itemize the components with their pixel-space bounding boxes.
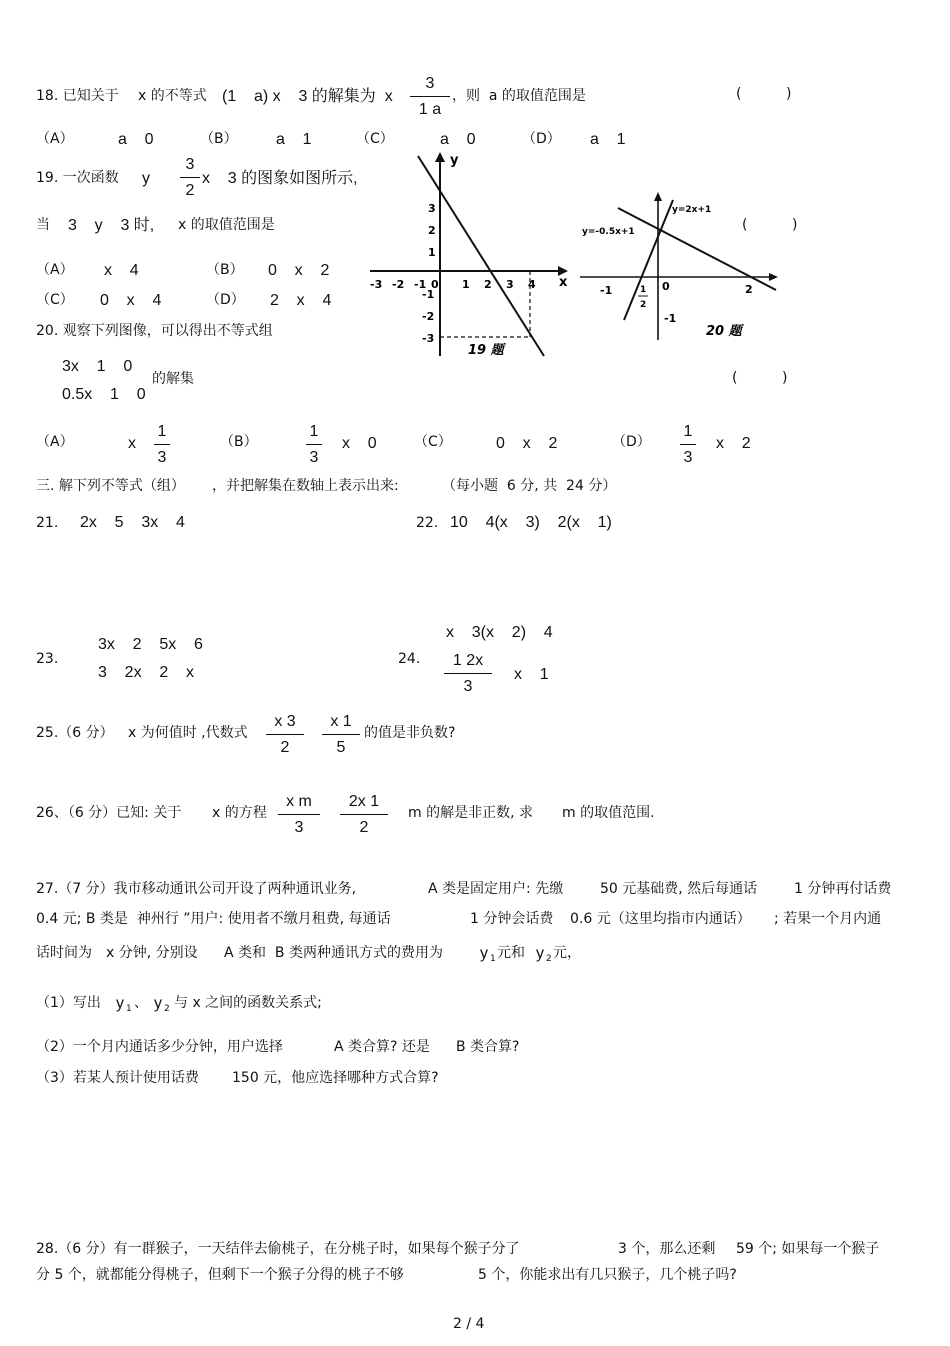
q19-text-c: x 3 的图象如图所示, [202,170,358,187]
q27-line2-d: ; 若果一个月内通 [774,911,882,927]
q20-opt-c-value: 0 x 2 [496,435,558,452]
q27-line2-b: 1 分钟会话费 [470,911,554,927]
frac-den: 3 [157,449,167,466]
g20-caption: 20 题 [706,324,742,339]
q18-fraction [410,76,450,118]
q27-line1-d: 1 分钟再付话费 [794,881,892,897]
q24-frac-den: 3 [463,678,473,695]
q27-part1-sub2: 2 [164,1004,170,1014]
q28-line1-b: 3 个，那么还剩 [618,1241,716,1257]
q19-opt-c-label: （C） [36,292,74,308]
q27-line3-y1: y [480,945,488,962]
q18-opt-b-value: a 1 [276,131,312,148]
q26-text-a: 26、（6 分）已知: 关于 [36,805,182,821]
q27-line3-e: 元， [553,945,581,961]
q20-opt-b-fraction [306,424,322,466]
q20-opt-b-label: （B） [220,434,258,450]
q19-frac-den: 2 [185,182,195,199]
q20-system-line1: 3x 1 0 [62,358,133,375]
g20-label-line1: y=2x+1 [672,205,712,215]
frac-den: 2 [280,739,290,756]
q19-frac-bar [180,177,200,178]
g20-x-tick: -1 [600,284,613,297]
g19-y-label: y [450,153,459,168]
q19-opt-d-label: （D） [206,292,245,308]
q26-text-b: x 的方程 [212,805,267,821]
q27-line3-sub2: 2 [546,954,552,964]
g19-y-tick: -1 [422,288,435,301]
q20-opt-a-value: x [128,435,136,452]
frac-den: 3 [309,449,319,466]
g20-frac-num: 1 [640,285,647,295]
frac-num: x 1 [330,713,352,730]
q27-part3-a: （3）若某人预计使用话费 [36,1070,199,1086]
q24-line1: x 3(x 2) 4 [446,624,553,641]
graph-19 [368,150,578,360]
g20-x-arrow [769,273,778,281]
q27-part2-b: A 类合算? 还是 [334,1039,430,1055]
q27-line2-a: 0.4 元; B 类是 神州行 ”用户: 使用者不缴月租费, 每通话 [36,911,391,927]
q19-paren: ( ) [742,217,798,233]
q18-paren: ( ) [736,86,792,102]
g19-y-tick: 1 [428,246,436,259]
q23-line2: 3 2x 2 x [98,664,195,681]
frac-bar [322,734,360,735]
section3-title: 三. 解下列不等式（组） [36,478,185,494]
q27-line3-b: x 分钟, 分别设 [106,945,198,961]
frac-num: x m [286,793,312,810]
q27-part1-y2: y [154,995,162,1012]
q19-opt-b-value: 0 x 2 [268,262,330,279]
g19-y-arrow [435,152,445,162]
section3-score: （每小题 6 分, 共 24 分） [442,478,617,494]
q25-text-a: 25.（6 分） [36,725,114,741]
q19-fraction [180,157,200,199]
q19-opt-c-value: 0 x 4 [100,292,162,309]
g19-y-tick: -2 [422,310,435,323]
frac-bar [340,814,388,815]
q26-text-c: m 的解是非正数, 求 [408,805,533,821]
q27-line2-c: 0.6 元（这里均指市内通话） [570,911,751,927]
g19-x-tick: -3 [370,278,383,291]
frac-den: 2 [359,819,369,836]
frac-den: 5 [336,739,346,756]
frac-bar [306,444,322,445]
q20-opt-d-label: （D） [612,434,651,450]
q18-frac-bar [410,96,450,97]
q24-number: 24. [398,651,421,667]
q27-part1-sub1: 1 [126,1004,132,1014]
q20-opt-a-fraction [154,424,170,466]
frac-bar [154,444,170,445]
g20-x-tick: 0 [662,280,670,293]
g19-x-tick: 3 [506,278,514,291]
g20-y-arrow [654,192,662,201]
g19-function-line [418,156,544,356]
q26-fraction-1 [278,794,320,836]
g19-x-tick: -2 [392,278,405,291]
q27-line3-c: A 类和 B 类两种通讯方式的费用为 [224,945,443,961]
q20-text-a: 20. 观察下列图像，可以得出不等式组 [36,323,273,339]
q27-part3-b: 150 元，他应选择哪种方式合算? [232,1070,439,1086]
q18-opt-a-label: （A） [36,131,74,147]
q24-frac-bar [444,673,492,674]
frac-bar [266,734,304,735]
q26-text-d: m 的取值范围. [562,805,655,821]
q22-number: 22. [416,515,439,531]
g20-label-line2: y=-0.5x+1 [582,227,635,237]
q27-part1-b: 、 [134,995,148,1011]
q28-line1-c: 59 个; 如果每一个猴子 [736,1241,880,1257]
g19-x-tick: -1 [414,278,427,291]
q27-part2-a: （2）一个月内通话多少分钟，用户选择 [36,1039,283,1055]
q20-opt-a-label: （A） [36,434,74,450]
g20-y-tick: -1 [664,312,677,325]
g19-y-tick: 3 [428,202,436,215]
g20-x-tick: 2 [745,283,753,296]
q20-text-b: 的解集 [152,371,194,387]
q18-text-b: x 的不等式 [138,88,207,104]
q26-fraction-2 [340,794,388,836]
g20-line-steep [624,200,673,320]
section3-instruction: ，并把解集在数轴上表示出来: [212,478,399,494]
q20-opt-c-label: （C） [414,434,452,450]
q25-fraction-2 [322,714,360,756]
q18-frac-den: 1 a [418,101,442,118]
frac-num: 2x 1 [348,793,380,810]
g19-x-tick: 2 [484,278,492,291]
q28-line2-a: 分 5 个，就都能分得桃子，但剩下一个猴子分得的桃子不够 [36,1267,404,1283]
q25-text-b: x 为何值时 ,代数式 [128,725,248,741]
frac-num: 1 [683,423,693,440]
g19-y-tick: -3 [422,332,435,345]
g19-x-label: x [559,275,568,290]
q27-line1-b: A 类是固定用户: 先缴 [428,881,564,897]
q27-line3-a: 话时间为 [36,945,92,961]
q19-frac-num: 3 [185,156,195,173]
g20-frac-den: 2 [640,300,647,310]
frac-bar [680,444,696,445]
q19-line2-a: 当 [36,217,50,233]
q27-part1-c: 与 x 之间的函数关系式; [174,995,322,1011]
q27-part1-y1: y [116,995,124,1012]
q21-expression: 2x 5 3x 4 [80,514,185,531]
q20-opt-d-value: x 2 [716,435,751,452]
frac-num: 1 [157,423,167,440]
frac-bar [278,814,320,815]
q18-opt-a-value: a 0 [118,131,154,148]
q18-text-d: ，则 a 的取值范围是 [452,88,586,104]
q18-text-c: (1 a) x 3 的解集为 x [222,88,393,105]
q28-line2-b: 5 个，你能求出有几只猴子，几个桃子吗? [478,1267,737,1283]
q27-part1-a: （1）写出 [36,995,101,1011]
q18-opt-d-label: （D） [522,131,561,147]
q20-opt-b-value: x 0 [342,435,377,452]
q19-text-b: y [142,170,150,187]
q21-number: 21. [36,515,59,531]
q23-line1: 3x 2 5x 6 [98,636,203,653]
q19-opt-a-value: x 4 [104,262,139,279]
frac-den: 3 [294,819,304,836]
q27-line3-y2: y [536,945,544,962]
q24-frac-num: 1 2x [452,652,484,669]
q19-line2-c: x 的取值范围是 [178,217,275,233]
q22-expression: 10 4(x 3) 2(x 1) [450,514,612,531]
q19-line2-b: 3 y 3 时, [68,217,155,234]
q24-tail: x 1 [514,666,549,683]
q18-opt-d-value: a 1 [590,131,626,148]
q27-line3-d: 元和 [497,945,525,961]
q18-opt-b-label: （B） [200,131,238,147]
graph-20 [578,190,784,345]
q28-line1-a: 28.（6 分）有一群猴子，一天结伴去偷桃子，在分桃子时，如果每个猴子分了 [36,1241,520,1257]
q19-text-a: 19. 一次函数 [36,170,119,186]
q27-line1-c: 50 元基础费, 然后每通话 [600,881,758,897]
q18-opt-c-label: （C） [356,131,394,147]
q18-text-a: 18. 已知关于 [36,88,119,104]
q20-paren: ( ) [732,370,788,386]
q27-line1-a: 27.（7 分）我市移动通讯公司开设了两种通讯业务, [36,881,357,897]
q24-fraction [444,653,492,695]
g19-x-tick: 0 [431,278,439,291]
q19-opt-d-value: 2 x 4 [270,292,332,309]
frac-num: x 3 [274,713,296,730]
q19-opt-a-label: （A） [36,262,74,278]
q18-frac-num: 3 [425,75,435,92]
q27-part2-c: B 类合算? [456,1039,520,1055]
q20-opt-d-fraction [680,424,696,466]
q25-text-c: 的值是非负数? [364,725,456,741]
q18-opt-c-value: a 0 [440,131,476,148]
q23-number: 23. [36,651,59,667]
q20-system-line2: 0.5x 1 0 [62,386,146,403]
frac-num: 1 [309,423,319,440]
g19-y-tick: 2 [428,224,436,237]
g19-caption: 19 题 [468,343,504,358]
g19-x-tick: 4 [528,278,536,291]
frac-den: 3 [683,449,693,466]
q25-fraction-1 [266,714,304,756]
page-number: 2 / 4 [453,1316,485,1332]
g19-x-tick: 1 [462,278,470,291]
q27-line3-sub1: 1 [490,954,496,964]
q19-opt-b-label: （B） [206,262,244,278]
